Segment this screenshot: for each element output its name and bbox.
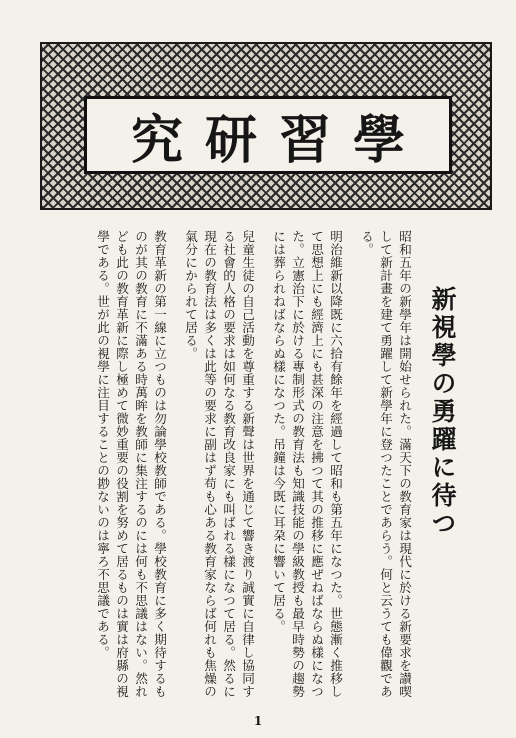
article-body [34, 230, 414, 698]
paragraph-4: 教育革新の第一線に立つものは勿論學校教師である。學校教育に多く期待するものが其の教育に不滿ある時萬眸を教師に集注するのには何も不思議はない。然れども此の教育革新に際し極めて微妙重要の役割を努めて居るものは實は府縣の視學である。世が此の視學に注目することの尠ないのは寧ろ不思議である。 [95, 230, 167, 698]
title-frame [84, 96, 452, 174]
paragraph-gap [169, 230, 181, 698]
paragraph-2: 明治維新以降既に六拾有餘年を經過して昭和も第五年になつた。世態漸く推移して思想上にも經濟上にも甚深の注意を拂つて其の推移に應ぜねばならぬ樣になつた。立憲治下に於ける專制形式の教育法も知識技能の學級教授も最早時勢の趨勢には葬られねばならぬ樣になつた。吊鐘は今既に耳朶に響いて居る。 [271, 230, 343, 698]
paragraph-1: 昭和五年の新學年は開始せられた。滿天下の教育家は現代に於ける新要求を讃喫して新計畫を建て勇躍して新學年に登つたことであらう。何と云うても偉觀である。 [359, 230, 412, 698]
paragraph-gap [345, 230, 357, 698]
column-title: 究研習學 [130, 109, 427, 171]
paragraph-3: 兒童生徒の自己活動を尊重する新聲は世界を通じて響き渡り誠實に自律し協同する社會的人格の要求は如何なる教育改良家にも叫ばれる樣になつて居る。然るに現在の教育法は多くは此等の要求に副はず苟も心ある教育家ならば何れも焦燥の氣分にかられて居る。 [183, 230, 255, 698]
page-number: 1 [253, 714, 263, 728]
paragraph-gap [257, 230, 269, 698]
article-heading: 新視學の勇躍に待つ [428, 286, 457, 538]
title-banner [40, 42, 492, 210]
